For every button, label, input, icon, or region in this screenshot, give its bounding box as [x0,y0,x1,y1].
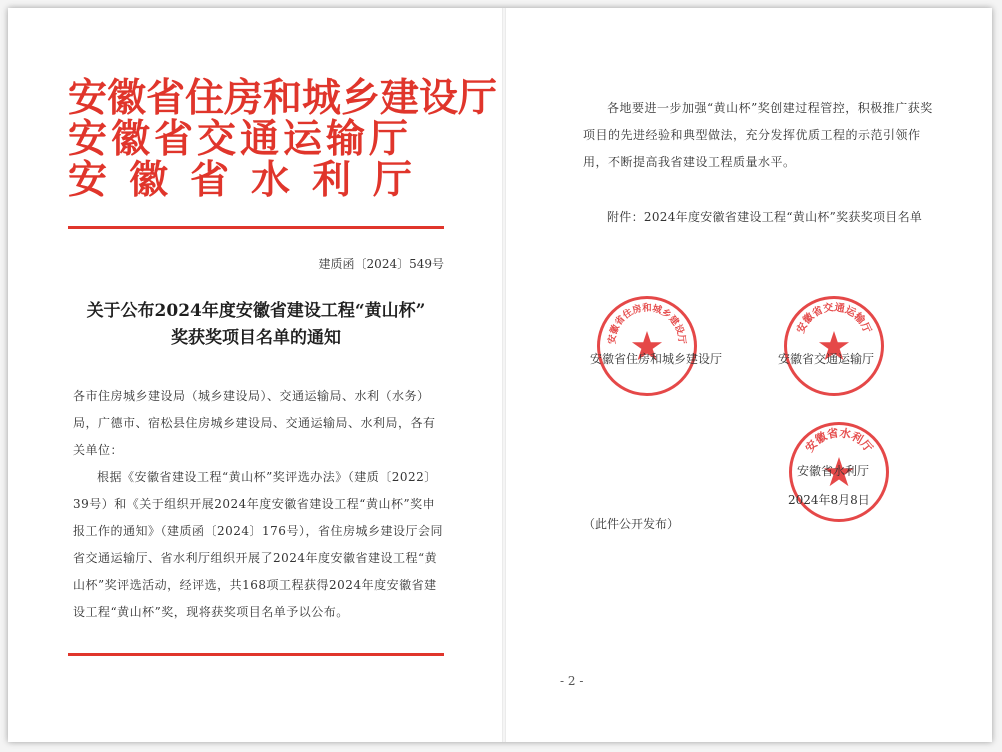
requirement-paragraph: 各地要进一步加强“黄山杯”奖创建过程管控，积极推广获奖项目的先进经验和典型做法，充分发挥优质工程的示范引领作用，不断提高我省建设工程质量水平。 [583,101,933,169]
signature-transport: 安徽省交通运输厅 [778,352,875,366]
seal-text-2: 安徽省交通运输厅 [794,301,874,336]
title-line-2: 奖获奖项目名单的通知 [171,328,341,348]
seal-graphic-1 [600,299,694,393]
issuer-line-2: 安徽省交通运输厅 [68,116,413,162]
document-number: 建质函〔2024〕549号 [318,257,444,271]
page-number: - 2 - [560,674,584,688]
document-title [60,298,452,352]
issuer-line-3: 安徽省水利厅 [68,157,435,203]
signature-water: 安徽省水利厅 [797,464,870,478]
body-text [73,383,445,626]
title-line-1: 关于公布2024年度安徽省建设工程“黄山杯” [86,301,426,321]
attachment-line: 附件：2024年度安徽省建设工程“黄山杯”奖获奖项目名单 [607,210,923,224]
issue-date: 2024年8月8日 [788,493,870,507]
svg-text:安徽省水利厅 [802,425,876,455]
page-fold [502,8,506,742]
seal-graphic-2 [787,299,881,393]
svg-text:安徽省交通运输厅 [794,300,875,335]
publish-note: （此件公开发布） [583,517,680,531]
addressee: 各市住房城乡建设局（城乡建设局）、交通运输局、水利（水务）局，广德市、宿松县住房城乡建设局、交通运输局、水利局，各有关单位： [73,389,436,457]
body-paragraph: 根据《安徽省建设工程“黄山杯”奖评选办法》（建质〔2022〕39号）和《关于组织开展2024年度安徽省建设工程“黄山杯”奖申报工作的通知》（建质函〔2024〕176号），省住房城乡建设厅会同省交通运输厅、省水利厅组织开展了2024年度安徽省建设工程“黄山杯”奖评选活动，经评选，共168项工程获得2024年度安徽省建设工程“黄山杯”奖，现将获奖项目名单予以公布。 [73,470,443,619]
signature-housing: 安徽省住房和城乡建设厅 [590,352,723,366]
footer-red-rule [68,653,444,656]
housing-department-seal [597,296,697,396]
seal-text-1: 安徽省住房和城乡建设厅 [606,302,688,345]
header-red-rule [68,226,444,229]
issuer-header [68,75,498,203]
transport-department-seal [784,296,884,396]
issuer-line-1: 安徽省住房和城乡建设厅 [68,75,498,121]
seal-text-3: 安徽省水利厅 [803,426,875,455]
